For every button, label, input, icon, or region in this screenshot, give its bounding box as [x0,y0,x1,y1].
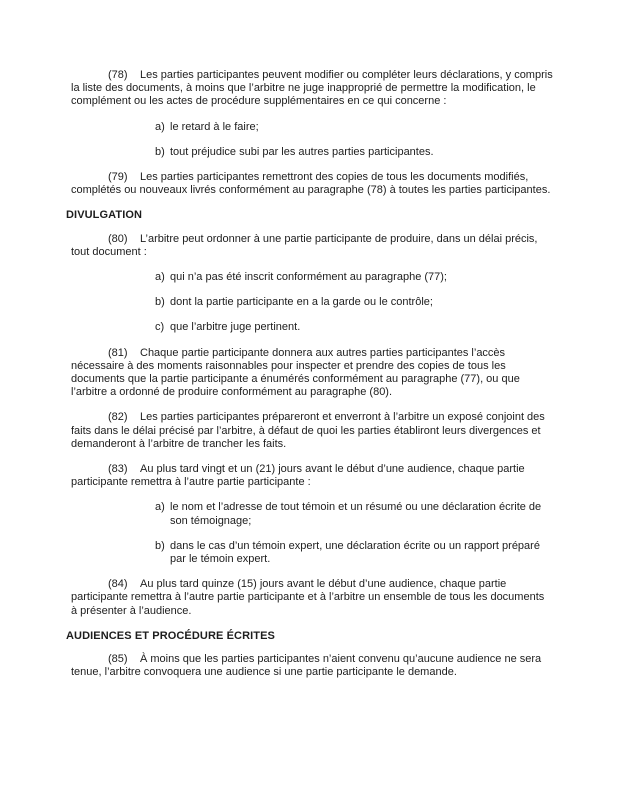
paragraph-text: À moins que les parties participantes n’aient convenu qu’aucune audience ne sera tenue, l’arbitre convoquera une audience si une partie participante le demande. [71,653,542,679]
paragraph-number: (79) [108,171,128,184]
list-marker: a) [155,120,165,133]
paragraph-number: (78) [108,69,128,81]
paragraph-number: (81) [108,346,128,359]
list-item [155,146,552,159]
list-marker: a) [155,271,165,284]
paragraph-number: (83) [108,463,128,476]
section-heading: DIVULGATION [66,209,143,222]
list-marker: b) [155,296,165,309]
paragraph-79 [71,171,553,197]
paragraph-text: Au plus tard vingt et un (21) jours avant le début d’une audience, chaque partie participante remettra à l’autre partie participante : [71,463,525,489]
paragraph-number: (85) [108,653,128,666]
list-item-text: le nom et l’adresse de tout témoin et un résumé ou une déclaration écrite de son témoignage; [170,501,542,527]
paragraph-number: (84) [108,578,128,591]
list-item-text: dont la partie participante en a la garde ou le contrôle; [170,296,433,309]
section-heading: AUDIENCES ET PROCÉDURE ÉCRITES [66,629,275,642]
list-item [155,501,552,527]
paragraph-number: (82) [108,411,128,424]
document-content [66,69,624,680]
paragraph-85 [71,653,553,679]
paragraph-81 [71,347,553,400]
list-item [155,121,552,134]
list-item-text: dans le cas d’un témoin expert, une déclaration écrite ou un rapport préparé par le témoin expert. [170,539,540,566]
paragraph-84 [71,578,553,618]
list-item-text: tout préjudice subi par les autres parties participantes. [170,145,434,158]
list-item [155,540,552,566]
list-item-text: le retard à le faire; [170,120,259,133]
list-marker: c) [155,321,165,334]
list-marker: b) [155,145,165,158]
list-item [155,271,552,284]
paragraph-text: Chaque partie participante donnera aux autres parties participantes l’accès nécessaire à des moments raisonnables pour inspecter et prendre des copies de tous les documents que la partie participante a énumérés conformément au paragraphe (77), ou que l’arbitre a ordonné de produire conformément au paragraphe (80). [71,346,520,399]
list-marker: b) [155,539,165,552]
paragraph-text: Au plus tard quinze (15) jours avant le début d’une audience, chaque partie participante remettra à l’autre partie participante et à l’arbitre un ensemble de tous les documents à présenter à l’audience. [71,578,545,617]
paragraph-number: (80) [108,232,128,245]
paragraph-80 [71,233,553,259]
paragraph-78 [71,69,553,109]
list-item-text: qui n’a pas été inscrit conformément au paragraphe (77); [170,271,447,284]
paragraph-text: Les parties participantes remettront des copies de tous les documents modifiés, complétés ou nouveaux livrés conformément au paragraphe (78) à toutes les parties participantes. [71,171,551,197]
list-marker: a) [155,501,165,514]
paragraph-text: L’arbitre peut ordonner à une partie participante de produire, dans un délai précis, tout document : [71,232,538,258]
paragraph-83 [71,463,553,489]
list-item [155,296,552,309]
paragraph-text: Les parties participantes peuvent modifier ou compléter leurs déclarations, y compris la liste des documents, à moins que l’arbitre ne juge inapproprié de permettre la modification, le complément ou les actes de procédure supplémentaires en ce qui concerne : [71,69,553,108]
list-item-text: que l’arbitre juge pertinent. [170,321,301,334]
paragraph-82 [71,411,553,451]
list-item [155,321,552,334]
paragraph-text: Les parties participantes prépareront et enverront à l’arbitre un exposé conjoint des faits dans le délai précisé par l’arbitre, à défaut de quoi les parties établiront leurs divergences et demanderont à l’arbitre de trancher les faits. [71,411,545,450]
